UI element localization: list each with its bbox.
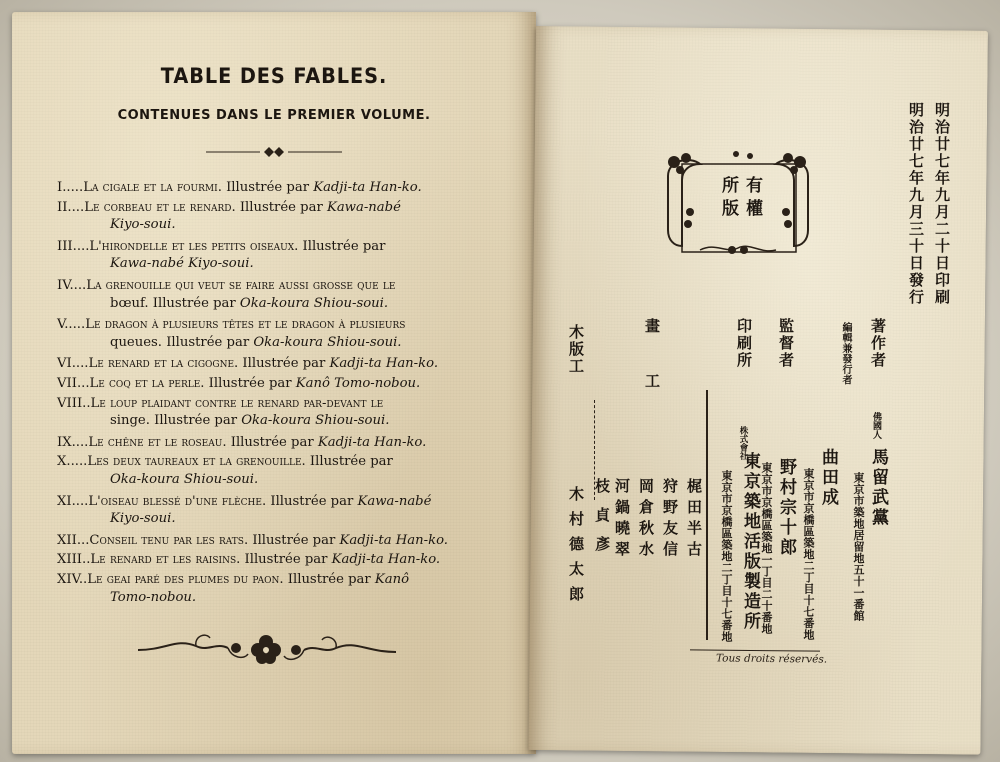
toc-entry-number: II	[57, 199, 68, 215]
woodblock-name: 木村德太郎	[567, 486, 585, 611]
toc-entry-dots: ...	[76, 376, 90, 391]
role-author: 著作者	[869, 318, 887, 369]
toc-entry-continuation	[110, 511, 176, 526]
painter-name: 河鍋曉翠	[613, 478, 631, 562]
toc-entry-artist: Kadji-ta Han-ko.	[331, 552, 441, 568]
toc-entry-title: L'oiseau blessé d'une flèche.	[88, 493, 267, 509]
toc-entry	[57, 315, 405, 334]
toc-entry-number: X	[57, 454, 67, 470]
toc-entry-title: Le corbeau et le renard.	[84, 199, 236, 215]
rights-notice: Tous droits réservés.	[715, 652, 828, 666]
toc-entry-title: Le renard et les raisins.	[90, 552, 241, 568]
toc-entry-dots: ....	[71, 493, 89, 509]
toc-entry-number: XI	[57, 493, 72, 509]
painter-name: 梶田半古	[685, 478, 703, 562]
floral-ornament	[136, 628, 398, 668]
seal-text-left: 所版	[718, 176, 738, 222]
toc-entry-dots: ....	[71, 434, 89, 450]
toc-entry-number: III	[57, 238, 73, 254]
toc-entry-dots: ....	[71, 356, 89, 372]
toc-entry-artist-cont: Tomo-nobou.	[110, 589, 197, 605]
toc-entry-title: Le coq et la perle.	[89, 376, 205, 391]
toc-entry-continuation	[110, 256, 254, 271]
toc-entry-illus: Illustrée par	[226, 180, 310, 195]
toc-entry-title-cont: queues.	[110, 334, 162, 350]
toc-entry	[57, 374, 420, 393]
toc-entry-dots: ....	[72, 238, 90, 254]
toc-entry-number: VII	[57, 376, 77, 391]
printer-company-type: 株式會社	[738, 426, 748, 460]
toc-entry-number: VIII	[57, 395, 83, 411]
toc-entry-dots: ....	[67, 199, 85, 215]
seal-text-right: 有權	[742, 176, 762, 222]
role-supervisor: 監督者	[777, 318, 795, 369]
toc-entry-title: Le chêne et le roseau.	[88, 434, 227, 450]
toc-entry-number: XII	[57, 532, 77, 548]
toc-entry-dots: ..	[82, 552, 91, 568]
toc-entry-number: IV	[57, 278, 70, 293]
toc-entry-artist: Kadji-ta Han-ko.	[317, 434, 427, 450]
toc-entry-title: Le geai paré des plumes du paon.	[87, 572, 284, 587]
editor-name: 曲田成	[818, 448, 838, 508]
toc-entry-title-cont: bœuf.	[110, 295, 149, 311]
divider-line	[706, 390, 708, 640]
toc-entry-continuation	[110, 296, 388, 311]
toc-entry-continuation	[110, 590, 196, 605]
toc-entry-artist: Kadji-ta Han-ko.	[313, 180, 422, 195]
toc-entry	[57, 178, 422, 197]
role-editor-publisher-text: 編輯兼發行者	[840, 322, 851, 385]
toc-entry-title: Les deux taureaux et la grenouille.	[87, 454, 306, 470]
toc-entry	[57, 433, 426, 452]
publish-date: 明治廿七年九月三十日發行	[907, 102, 925, 306]
toc-entry-title: Le loup plaidant contre le renard par-devant le	[90, 395, 384, 411]
toc-entry-artist: Kadji-ta Han-ko.	[339, 532, 448, 548]
toc-entry-illus: Illustrée par	[309, 454, 393, 470]
toc-entry-title-cont: singe.	[110, 413, 150, 429]
role-painters: 畫工	[643, 318, 661, 428]
toc-entry-artist: Oka-koura Shiou-soui.	[253, 334, 402, 350]
painter-name: 岡倉秋水	[637, 478, 655, 562]
toc-entry-artist-cont: Oka-koura Shiou-soui.	[110, 472, 259, 487]
toc-entry	[57, 354, 438, 373]
toc-entry-illus: Illustrée par	[166, 334, 250, 350]
toc-entry-dots: .....	[62, 180, 84, 195]
toc-entry-illus: Illustrée par	[244, 552, 328, 568]
role-printing: 印刷所	[735, 318, 753, 369]
role-editor-publisher	[838, 322, 853, 385]
toc-entry	[57, 237, 385, 256]
toc-entry-number: VI	[57, 356, 72, 372]
author-name: 馬留武黨	[868, 448, 888, 528]
role-woodblock: 木版工	[567, 324, 585, 375]
toc-entry-illus: Illustrée par	[230, 434, 314, 450]
toc-entry-number: I	[57, 180, 63, 195]
toc-entry-artist: Kadji-ta Han-ko.	[329, 356, 439, 372]
toc-entry-illus: Illustrée par	[152, 295, 236, 311]
toc-entry	[57, 492, 431, 511]
toc-entry-illus: Illustrée par	[252, 532, 336, 548]
supervisor-name: 野村宗十郎	[776, 458, 796, 558]
toc-entry-artist: Oka-koura Shiou-soui.	[241, 413, 390, 429]
printer-name: 東京築地活版製造所	[740, 452, 760, 632]
toc-entry-number: XIV	[57, 572, 79, 587]
toc-entry-title: Le dragon à plusieurs têtes et le dragon à plusieurs	[85, 317, 406, 333]
toc-entry-dots: .....	[66, 454, 88, 470]
toc-entry-artist: Kanô	[374, 572, 410, 587]
toc-entry	[57, 452, 393, 471]
toc-entry-artist: Oka-koura Shiou-soui.	[239, 295, 389, 311]
author-nationality: 佛國人	[871, 412, 881, 439]
toc-entry-illus: Illustrée par	[270, 493, 354, 509]
toc-entry	[57, 198, 401, 217]
page-title: TABLE DES FABLES.	[160, 64, 388, 88]
toc-entry-illus: Illustrée par	[302, 238, 386, 254]
toc-entry	[57, 276, 395, 295]
toc-entry	[57, 550, 440, 569]
toc-entry-continuation	[110, 413, 389, 428]
toc-entry-artist: Kawa-nabé	[326, 199, 401, 215]
toc-entry-illus: Illustrée par	[287, 572, 371, 587]
toc-entry-dots: ..	[78, 572, 88, 587]
toc-entry-number: XIII	[57, 552, 83, 568]
editor-address: 東京市京橋區築地二丁目十七番地	[802, 468, 815, 641]
toc-entry-artist-cont: Kiyo-soui.	[110, 511, 176, 527]
author-address: 東京市築地居留地五十一番館	[852, 472, 865, 622]
supervisor-address: 東京市京橋區築地一丁目二十番地	[760, 462, 773, 635]
page-subtitle: CONTENUES DANS LE PREMIER VOLUME.	[117, 108, 431, 123]
toc-entry-continuation	[110, 335, 401, 350]
toc-entry-artist-cont: Kiyo-soui.	[110, 217, 176, 233]
painter-name: 枝貞彥	[593, 478, 611, 565]
toc-entry-title: La cigale et la fourmi.	[83, 180, 222, 195]
toc-entry	[57, 394, 383, 413]
toc-entry-illus: Illustrée par	[242, 356, 326, 372]
toc-entry-title: L'hirondelle et les petits oiseaux.	[89, 238, 299, 254]
toc-entry	[57, 570, 409, 589]
toc-entry-illus: Illustrée par	[154, 413, 238, 429]
toc-entry	[57, 531, 448, 550]
toc-entry-illus: Illustrée par	[208, 376, 292, 391]
toc-entry-dots: .....	[64, 317, 86, 333]
toc-entry-dots: ....	[69, 278, 87, 293]
toc-entry-number: V	[57, 317, 65, 333]
toc-entry-continuation	[110, 472, 258, 487]
print-date: 明治廿七年九月二十日印刷	[933, 102, 951, 306]
title-divider-ornament	[206, 146, 342, 158]
toc-entry-artist: Kawa-nabé	[357, 493, 432, 509]
toc-entry-title: Conseil tenu par les rats.	[89, 532, 249, 548]
toc-entry-artist-cont: Kawa-nabé Kiyo-soui.	[110, 256, 254, 272]
toc-entry-title: La grenouille qui veut se faire aussi grosse que le	[86, 278, 396, 293]
toc-entry-dots: ...	[76, 532, 90, 548]
painter-name: 狩野友信	[661, 478, 679, 562]
toc-entry-dots: ..	[82, 395, 91, 411]
toc-entry-artist: Kanô Tomo-nobou.	[295, 376, 421, 391]
toc-entry-continuation	[110, 217, 176, 232]
toc-entry-title: Le renard et la cigogne.	[88, 356, 239, 372]
printer-address: 東京市京橋區築地二丁目十七番地	[720, 470, 733, 643]
toc-entry-number: IX	[57, 434, 72, 450]
toc-entry-illus: Illustrée par	[239, 199, 323, 215]
